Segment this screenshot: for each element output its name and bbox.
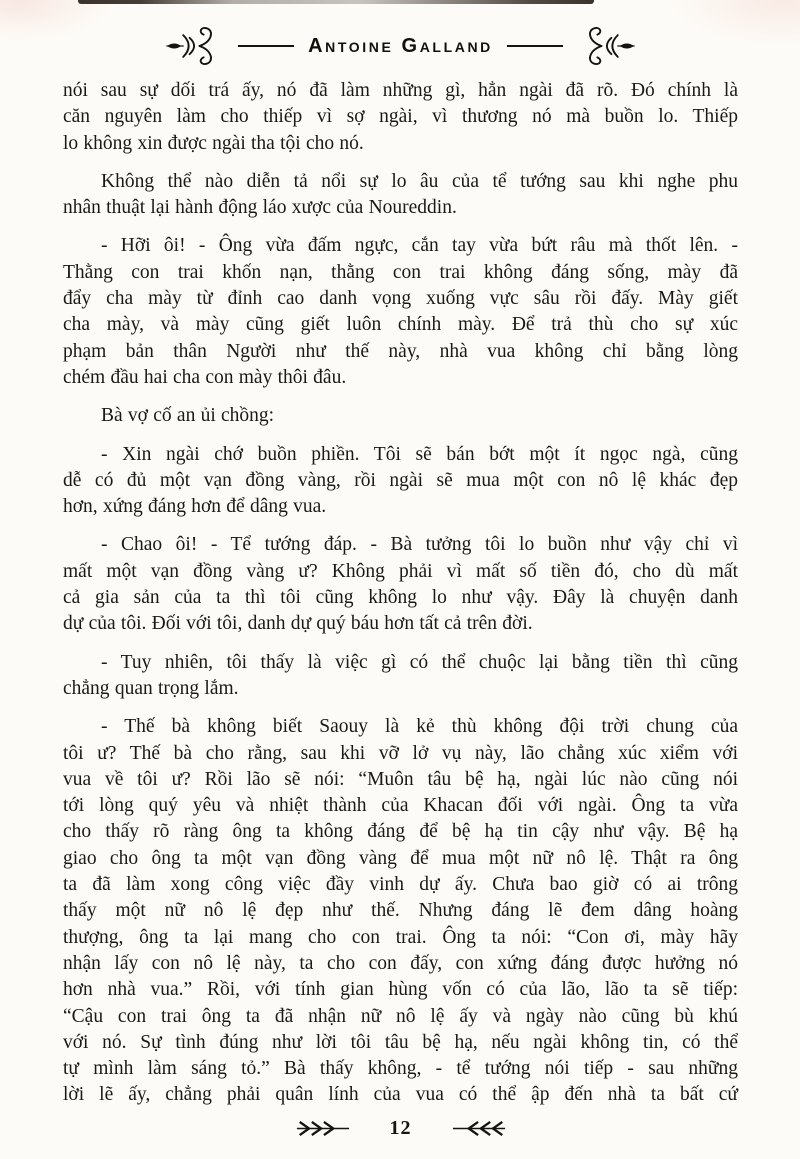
paragraph [63,442,738,521]
text-line: tôi ư? Thế bà cho rằng, sau khi vỡ lở vụ này, lão chẳng xúc xiểm với [63,742,738,764]
text-line: tự mình làm sáng tỏ.” Bà thấy không, - tể tướng nói tiếp - sau những [63,1058,738,1080]
text-line: hơn nhà vua.” Rồi, với tính gian hùng vốn có của lão, lão ta sẽ tiếp: [63,979,738,1001]
header-rule-left [238,45,294,47]
text-line: ta đã làm xong công việc đầy vinh dự ấy. Chưa bao giờ có ai trông [63,874,738,896]
header-rule-right [507,45,563,47]
text-line: “Cậu con trai ông ta đã nhận nữ nô lệ ấy và ngày nào cũng bù khú [63,1005,738,1027]
paragraph [63,233,738,391]
text-line: hơn, xứng đáng hơn để dâng vua. [63,496,327,518]
paragraph [63,403,738,429]
text-line: chẳng quan trọng lắm. [63,677,239,699]
text-line: giao cho ông ta một vạn đồng vàng để mua một nữ nô lệ. Thật ra ông [63,847,738,869]
text-line: lời lẽ ấy, chẳng phải quân lính của vua có thể ập đến nhà ta bất cứ [63,1084,738,1106]
text-line: đẩy cha mày từ đỉnh cao danh vọng xuống vực sâu rồi đấy. Mày giết [63,288,738,310]
text-line: cả gia sản của ta thì tôi cũng không lo như vậy. Đây là chuyện danh [63,587,738,609]
text-line: - Thế bà không biết Saouy là kẻ thù không đội trời chung của [101,716,738,738]
page-header [63,22,738,70]
text-line: mất một vạn đồng vàng ư? Không phải vì mất số tiền đó, cho dù mất [63,560,738,582]
text-line: chém đầu hai cha con mày thôi đâu. [63,366,347,388]
flourish-right-icon [577,23,635,69]
text-line: cho thấy rõ ràng ông ta không đáng để bệ hạ tin cậy như vậy. Bệ hạ [63,821,738,843]
text-line: vua về tôi ư? Rồi lão sẽ nói: “Muôn tâu bệ hạ, ngài lúc nào cũng nói [63,768,738,790]
scan-artifact [78,0,594,4]
text-line: phạm bản thân Người như thế này, nhà vua không chỉ bằng lòng [63,340,738,362]
text-line: nhân thuật lại hành động láo xược của Noureddin. [63,197,457,219]
text-line: nói sau sự dối trá ấy, nó đã làm những gì, hẳn ngài đã rõ. Đó chính là [63,80,738,101]
text-line: lo không xin được ngài tha tội cho nó. [63,132,364,154]
page-footer [63,1117,738,1140]
text-line: Thằng con trai khốn nạn, thằng con trai không đáng sống, mày đã [63,261,738,283]
text-line: - Xin ngài chớ buồn phiền. Tôi sẽ bán bớt một ít ngọc ngà, cũng [101,443,738,465]
text-line: - Hỡi ôi! - Ông vừa đấm ngực, cắn tay vừa bứt râu mà thốt lên. - [101,235,738,257]
text-line: dễ có đủ một vạn đồng vàng, rồi ngài sẽ mua một con nô lệ khác đẹp [63,469,738,491]
page-number: 12 [389,1116,412,1139]
body-text [63,78,738,1109]
text-line: thấy một nữ nô lệ đẹp như thế. Nhưng đáng lẽ đem dâng hoàng [63,900,738,922]
paragraph [63,532,738,637]
page-title: Antoine Galland [308,34,493,57]
text-line: căn nguyên làm cho thiếp vì sợ ngài, vì thương nó mà buồn lo. Thiếp [63,106,738,128]
text-line: dự của tôi. Đối với tôi, danh dự quý báu hơn tất cả trên đời. [63,613,533,635]
text-line: cha mày, và mày cũng giết luôn chính mày. Để trả thù cho sự xúc [63,314,738,336]
paragraph [63,169,738,222]
paragraph [63,650,738,703]
text-line: - Tuy nhiên, tôi thấy là việc gì có thể chuộc lại bằng tiền thì cũng [101,651,738,673]
text-line: tới lòng quý yêu và nhiệt thành của Khacan đối với ngài. Ông ta vừa [63,795,738,817]
text-line: thượng, ông ta lại mang cho con trai. Ông ta nói: “Con ơi, mày hãy [63,926,738,948]
triple-arrow-right-icon [296,1119,350,1138]
text-line: - Chao ôi! - Tể tướng đáp. - Bà tưởng tôi lo buồn như vậy chỉ vì [101,534,738,556]
flourish-left-icon [166,23,224,69]
text-line: với nó. Sự tình đúng như lời tôi tâu bệ hạ, nếu ngài không tin, có thể [63,1031,738,1053]
text-line: Không thể nào diễn tả nổi sự lo âu của tể tướng sau khi nghe phu [101,170,738,192]
paragraph [63,714,738,1108]
text-line: Bà vợ cố an ủi chồng: [101,405,275,427]
triple-arrow-left-icon [452,1119,506,1138]
paragraph [63,78,738,157]
text-line: nhận lấy con nô lệ này, ta cho con đấy, con xứng đáng được hưởng nó [63,952,738,974]
